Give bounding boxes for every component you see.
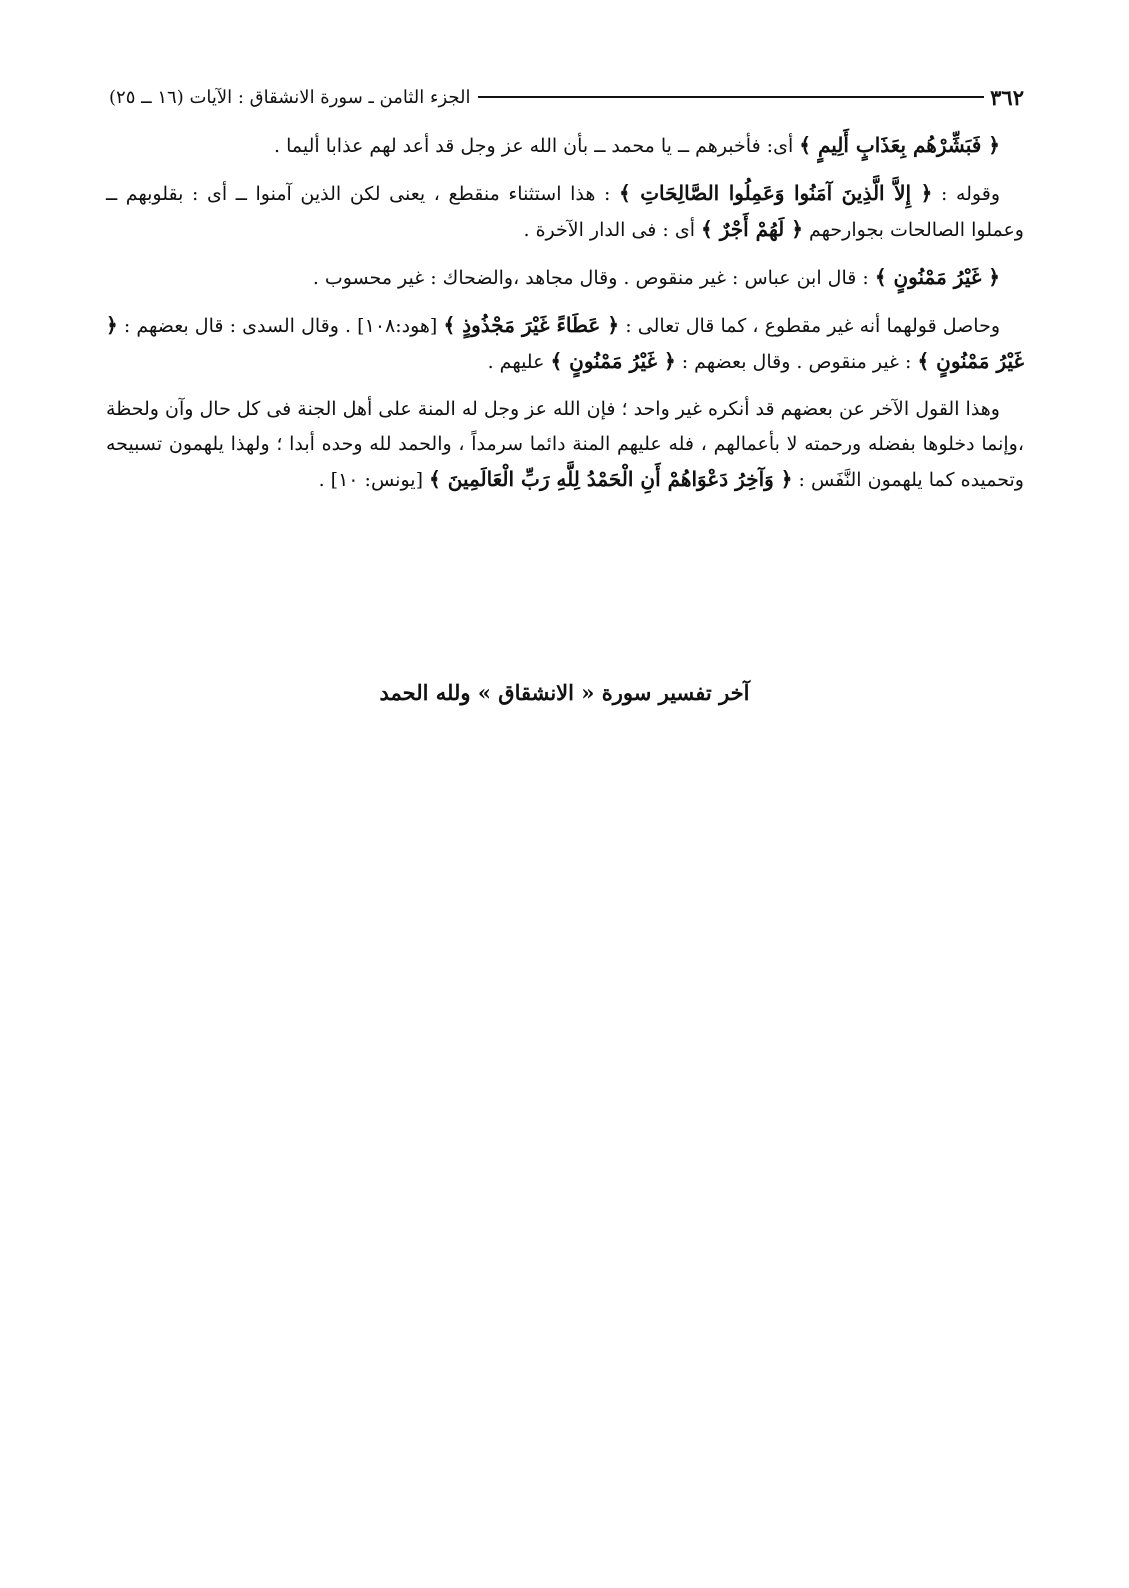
paragraph-2 bbox=[106, 176, 1024, 248]
paragraph-5 bbox=[106, 392, 1024, 498]
quran-verse: ﴿ إِلاَّ الَّذِينَ آمَنُوا وَعَمِلُوا الصَّالِحَاتِ ﴾ bbox=[618, 181, 933, 205]
commentary-text: عليهم . bbox=[487, 351, 551, 373]
quran-verse: ﴿ غَيْرُ مَمْنُونٍ ﴾ bbox=[106, 313, 1024, 373]
paragraph-1 bbox=[106, 128, 1024, 164]
header-rule bbox=[478, 96, 984, 98]
commentary-text: وهذا القول الآخر عن بعضهم قد أنكره غير واحد ؛ فإن الله عز وجل له المنة على أهل الجنة فى كل حال وآن ولحظة ،وإنما دخلوها بفضله ورحمته لا بأعمالهم ، فله عليهم المنة دائما سرمداً ، والحمد لله وحده أبدا ؛ ولهذا يلهمون تسبيحه وتحميده كما يلهمون النَّفَس : bbox=[105, 398, 1024, 491]
quran-verse: ﴿ لَهُمْ أَجْرٌ ﴾ bbox=[701, 217, 803, 241]
quran-verse: ﴿ عَطَاءً غَيْرَ مَجْذُوذٍ ﴾ bbox=[443, 313, 620, 337]
surah-closing-line: آخر تفسير سورة « الانشقاق » ولله الحمد bbox=[379, 680, 750, 705]
commentary-text: [هود:١٠٨] . وقال السدى : قال بعضهم : bbox=[117, 315, 444, 337]
quran-verse: ﴿ غَيْرُ مَمْنُونٍ ﴾ bbox=[550, 349, 676, 373]
commentary-text: وحاصل قولهما أنه غير مقطوع ، كما قال تعالى : bbox=[619, 315, 1001, 337]
page-number: ٣٦٢ bbox=[990, 84, 1024, 110]
commentary-text: وقوله : bbox=[932, 183, 1001, 205]
commentary-text: : هذا استثناء منقطع ، يعنى لكن الذين آمنوا ــ أى : بقلوبهم ــ وعملوا الصالحات بجوارحهم bbox=[106, 183, 1024, 241]
quran-verse: ﴿ غَيْرُ مَمْنُونٍ ﴾ bbox=[874, 265, 1000, 289]
commentary-text: أى : فى الدار الآخرة . bbox=[523, 219, 702, 241]
quran-verse: ﴿ فَبَشِّرْهُم بِعَذَابٍ أَلِيمٍ ﴾ bbox=[799, 133, 1000, 157]
paragraph-3 bbox=[106, 260, 1024, 296]
running-title: الجزء الثامن ـ سورة الانشقاق : الآيات (١٦ ــ ٢٥) bbox=[109, 86, 471, 108]
commentary-text: أى: فأخبرهم ــ يا محمد ــ بأن الله عز وجل قد أعد لهم عذابا أليما . bbox=[274, 135, 800, 157]
quran-verse: ﴿ وَآخِرُ دَعْوَاهُمْ أَنِ الْحَمْدُ لِلَّهِ رَبِّ الْعَالَمِينَ ﴾ bbox=[429, 467, 793, 491]
tafsir-body bbox=[106, 128, 1024, 510]
commentary-text: : غير منقوص . وقال بعضهم : bbox=[675, 351, 918, 373]
commentary-text: [يونس: ١٠] . bbox=[318, 469, 430, 491]
commentary-text: : قال ابن عباس : غير منقوص . وقال مجاهد ،والضحاك : غير محسوب . bbox=[312, 267, 875, 289]
running-header bbox=[109, 80, 1024, 114]
paragraph-4 bbox=[106, 308, 1024, 380]
